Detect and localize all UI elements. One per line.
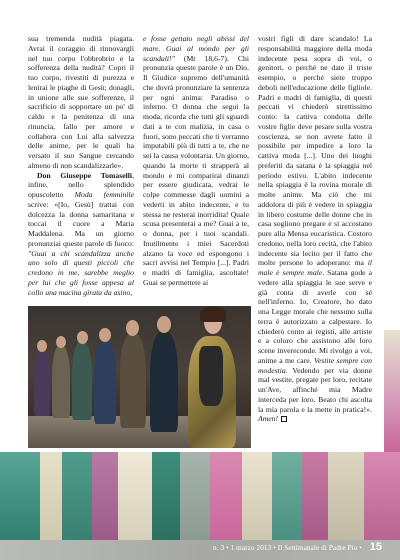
model-figure xyxy=(150,332,178,432)
paragraph-text: scrive: «[Io, Gesù] trattai con dolcezza la donna samaritana e toccai il cuore a Maria Maddalena. Ma un giorno pronunziai queste parole di fuoco: xyxy=(28,199,134,248)
paragraph xyxy=(143,34,249,288)
decorative-fabric-edge xyxy=(384,330,400,452)
scripture-quote: e fosse gettato negli abissi del mare. Guai al mondo per gli scandali!" xyxy=(143,34,249,63)
model-figure xyxy=(120,334,146,428)
model-head xyxy=(77,331,88,344)
page-footer xyxy=(0,540,400,560)
paragraph-text: . Vedendo per via donne mal vestite, pregate per loro, recitate un'Ave, affinché mia Madre interceda per loro. Beato chi ascolta la mia parola e la mette in pratica!». xyxy=(258,365,372,414)
model-figure xyxy=(34,350,50,416)
booklet-title: Moda femminile xyxy=(74,190,134,199)
fabric-stripe xyxy=(118,452,152,544)
article-column-3 xyxy=(258,34,372,424)
model-head xyxy=(99,328,111,342)
issue-info: n. 3 • 1 marzo 2013 • Il Settimanale di Padre Pio • xyxy=(213,544,362,552)
paragraph-text: . Satana gode a vedere alla spiaggia le sue serve e già conta di averle con sé nell'inferno. Io, Creatore, ho dato una Legge morale che nessuno sulla terra è autorizzato a calpestare. Io chiederò conto ai registi, alle artiste e a coloro che assistono alle loro scene invereconde. Mi rivolgo a voi, anime a me care. xyxy=(258,268,372,365)
model-head xyxy=(157,316,171,333)
article-column-1 xyxy=(28,34,134,297)
end-of-article-icon xyxy=(281,416,287,422)
emphasis: Vestite sempre con modestia xyxy=(258,355,372,375)
model-hair xyxy=(200,306,226,322)
article-column-2 xyxy=(143,34,249,288)
scripture-quote: "Guai a chi scandalizza anche uno solo di questi piccoli che credono in me, sarebbe meglio per lui che gli fosse appesa al collo una macina girata da asino, xyxy=(28,248,134,297)
paragraph-text: vostri figli di dare scandalo! La responsabilità maggiore della moda indecente pesa sopra di voi, o genitori, o perché ne date il triste esempio, o perché siete troppo deboli nell'educazione delle figliole. Padri e madri di famiglia, di questi peccati vi chiederò strettissimo conto: la cattiva condotta delle vostre figlie deve pesare sulla vostra coscienza, se non avrete fatto il possibile per impedire a loro la cattiva moda [...]. Uno dei luoghi preferiti da satana è la spiaggia nel periodo estivo. L'abito indecente nella spiaggia è la rovina morale di molte anime. Ma ciò che mi addolora di più è vedere in spiaggia in libero costume delle donne che in casa sogliono pregare e si accostano pure alla Mensa eucaristica. Costoro credono, nella loro cecità, che l'abito indecente sia lecito per il fatto che molte persone lo adoperano: ma xyxy=(258,34,372,268)
paragraph-text: (Mt 18,6-7). Chi pronunzia queste parole è un Dio. Il Giudice supremo dell'umanità che dovrà pronunziare la sentenza per ogni anima: Paradiso o inferno. O donna che segui la moda, ricorda che tutti gli sguardi dati a te con malizia, in casa o fuori, sono peccati che ti verranno imputabili più di tutti a te, che ne sei la causa volontaria. Un giorno, quando la morte ti strapperà al mondo e mi comparirai dinanzi per essere giudicata, vedrai le colpe commesse dagli uomini a vederti in abito indecente, e tu stessa ne resterai inorridita! Quale scusa presenterai a me? Guai a te, o donna, per i tuoi scandali. Inutilmente i miei Sacerdoti alzano la voce ed espongono i sacri avvisi nel Tempio [...]. Padri e madri di famiglia, ascoltate! Guai se permettete ai xyxy=(143,53,249,287)
fabric-stripe xyxy=(242,452,272,544)
emphasis: Amen! xyxy=(258,414,279,424)
model-inner-dress xyxy=(199,346,223,406)
fabric-stripe xyxy=(62,452,92,544)
fabric-stripe xyxy=(364,452,400,544)
fabric-stripe xyxy=(92,452,118,544)
fabric-stripe xyxy=(152,452,180,544)
paragraph xyxy=(28,34,134,171)
page-number: 15 xyxy=(369,541,382,553)
fabric-stripe xyxy=(0,452,40,544)
decorative-fabric-background xyxy=(0,452,400,544)
fabric-stripe xyxy=(180,452,210,544)
author-name: Don Giuseppe Tomaselli xyxy=(37,170,133,180)
paragraph-text: sua tremenda nudità piagata. Avrai il coraggio di rinnovargli nel tuo corpo l'obbrobrio e la sofferenza della nudità? Copri il tuo corpo, rivestiti di purezza e lenirai le piaghe di Gesù; donagli, in unione alle sue sofferenze, il sacrificio di sopportare un po' di caldo e la penitenza di una rinuncia, fallo per amore e collabora con Lui alla salvezza delle anime, per le quali ha versato il suo Sangue cercando almeno di non scandalizzarle». xyxy=(28,34,134,170)
fabric-stripe xyxy=(302,452,328,544)
fabric-stripe xyxy=(210,452,242,544)
fashion-runway-photo xyxy=(28,306,251,448)
model-figure xyxy=(72,342,92,420)
paragraph xyxy=(28,171,134,298)
model-head xyxy=(56,336,66,348)
emphasis: il male è sempre male xyxy=(258,258,372,277)
fabric-stripe xyxy=(328,452,364,544)
paragraph-text: , infine, nello splendido opuscoletto xyxy=(28,170,134,199)
model-head xyxy=(37,340,47,352)
model-figure xyxy=(52,346,70,418)
paragraph xyxy=(258,34,372,424)
model-head xyxy=(126,320,139,336)
fabric-stripe xyxy=(272,452,302,544)
model-figure xyxy=(94,340,116,424)
fabric-stripe xyxy=(40,452,62,544)
